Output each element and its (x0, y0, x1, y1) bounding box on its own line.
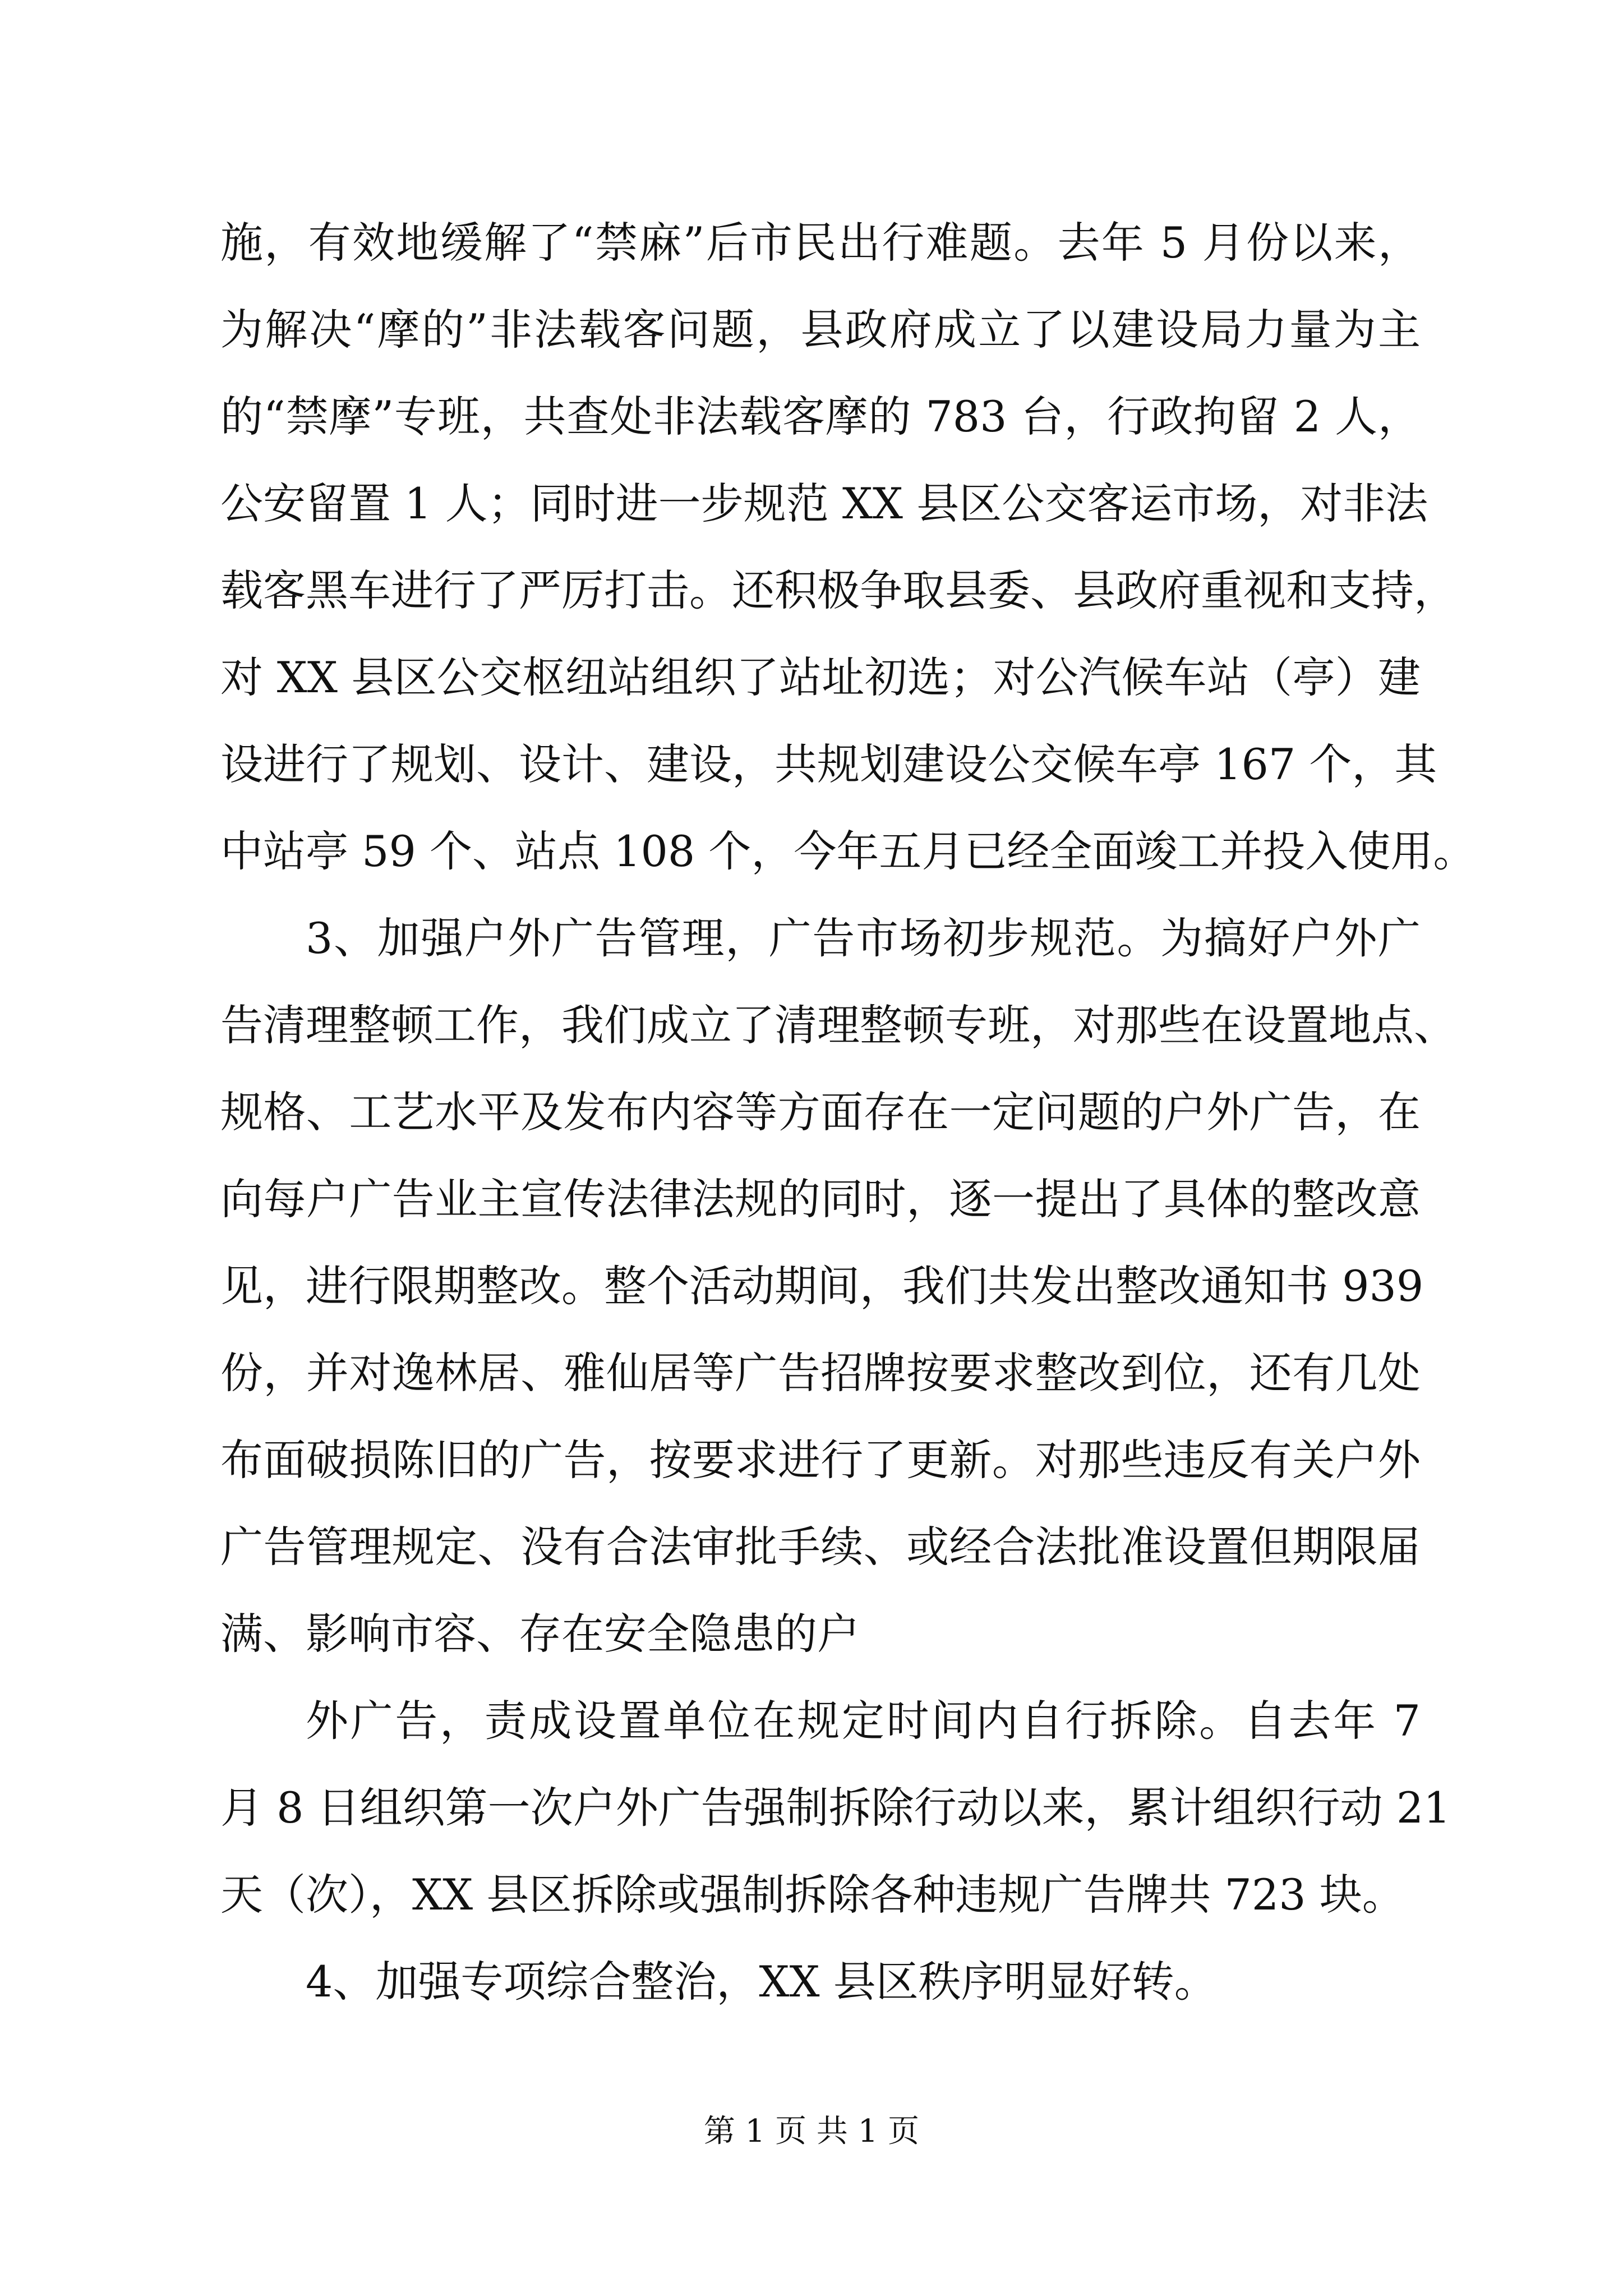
text-line: 份，并对逸林居、雅仙居等广告招牌按要求整改到位，还有几处 (220, 1348, 1421, 1398)
text-line: 布面破损陈旧的广告，按要求进行了更新。对那些违反有关户外 (220, 1435, 1421, 1485)
text-line: 天（次），XX 县区拆除或强制拆除各种违规广告牌共 723 块。 (220, 1870, 1405, 1920)
text-line: 设进行了规划、设计、建设，共规划建设公交候车亭 167 个，其 (220, 739, 1437, 789)
text-line: 3、加强户外广告管理，广告市场初步规范。为搞好户外广 (306, 913, 1421, 963)
text-line: 外广告，责成设置单位在规定时间内自行拆除。自去年 7 (306, 1696, 1421, 1746)
text-line: 载客黑车进行了严厉打击。还积极争取县委、县政府重视和支持， (220, 565, 1456, 615)
text-line: 为解决“摩的”非法载客问题，县政府成立了以建设局力量为主 (220, 305, 1421, 355)
text-line: 对 XX 县区公交枢纽站组织了站址初选；对公汽候车站（亭）建 (220, 652, 1421, 702)
text-line: 公安留置 1 人；同时进一步规范 XX 县区公交客运市场，对非法 (220, 478, 1428, 528)
text-line: 见，进行限期整改。整个活动期间，我们共发出整改通知书 939 (220, 1261, 1424, 1311)
text-line: 月 8 日组织第一次户外广告强制拆除行动以来，累计组织行动 21 (220, 1783, 1451, 1833)
text-line: 满、影响市容、存在安全隐患的户 (220, 1609, 860, 1659)
text-line: 中站亭 59 个、站点 108 个，今年五月已经全面竣工并投入使用。 (220, 826, 1476, 876)
text-line: 施，有效地缓解了“禁麻”后市民出行难题。去年 5 月份以来， (220, 218, 1421, 268)
text-line: 告清理整顿工作，我们成立了清理整顿专班，对那些在设置地点、 (220, 1000, 1456, 1050)
text-line: 向每户广告业主宣传法律法规的同时，逐一提出了具体的整改意 (220, 1174, 1421, 1224)
text-line: 广告管理规定、没有合法审批手续、或经合法批准设置但期限届 (220, 1522, 1421, 1572)
text-line: 规格、工艺水平及发布内容等方面存在一定问题的户外广告，在 (220, 1087, 1421, 1137)
document-body (220, 199, 1476, 2025)
text-line: 4、加强专项综合整治，XX 县区秩序明显好转。 (306, 1957, 1217, 2007)
text-line: 的“禁摩”专班，共查处非法载客摩的 783 台，行政拘留 2 人， (220, 392, 1421, 441)
page-footer: 第 1 页 共 1 页 (703, 2113, 920, 2150)
